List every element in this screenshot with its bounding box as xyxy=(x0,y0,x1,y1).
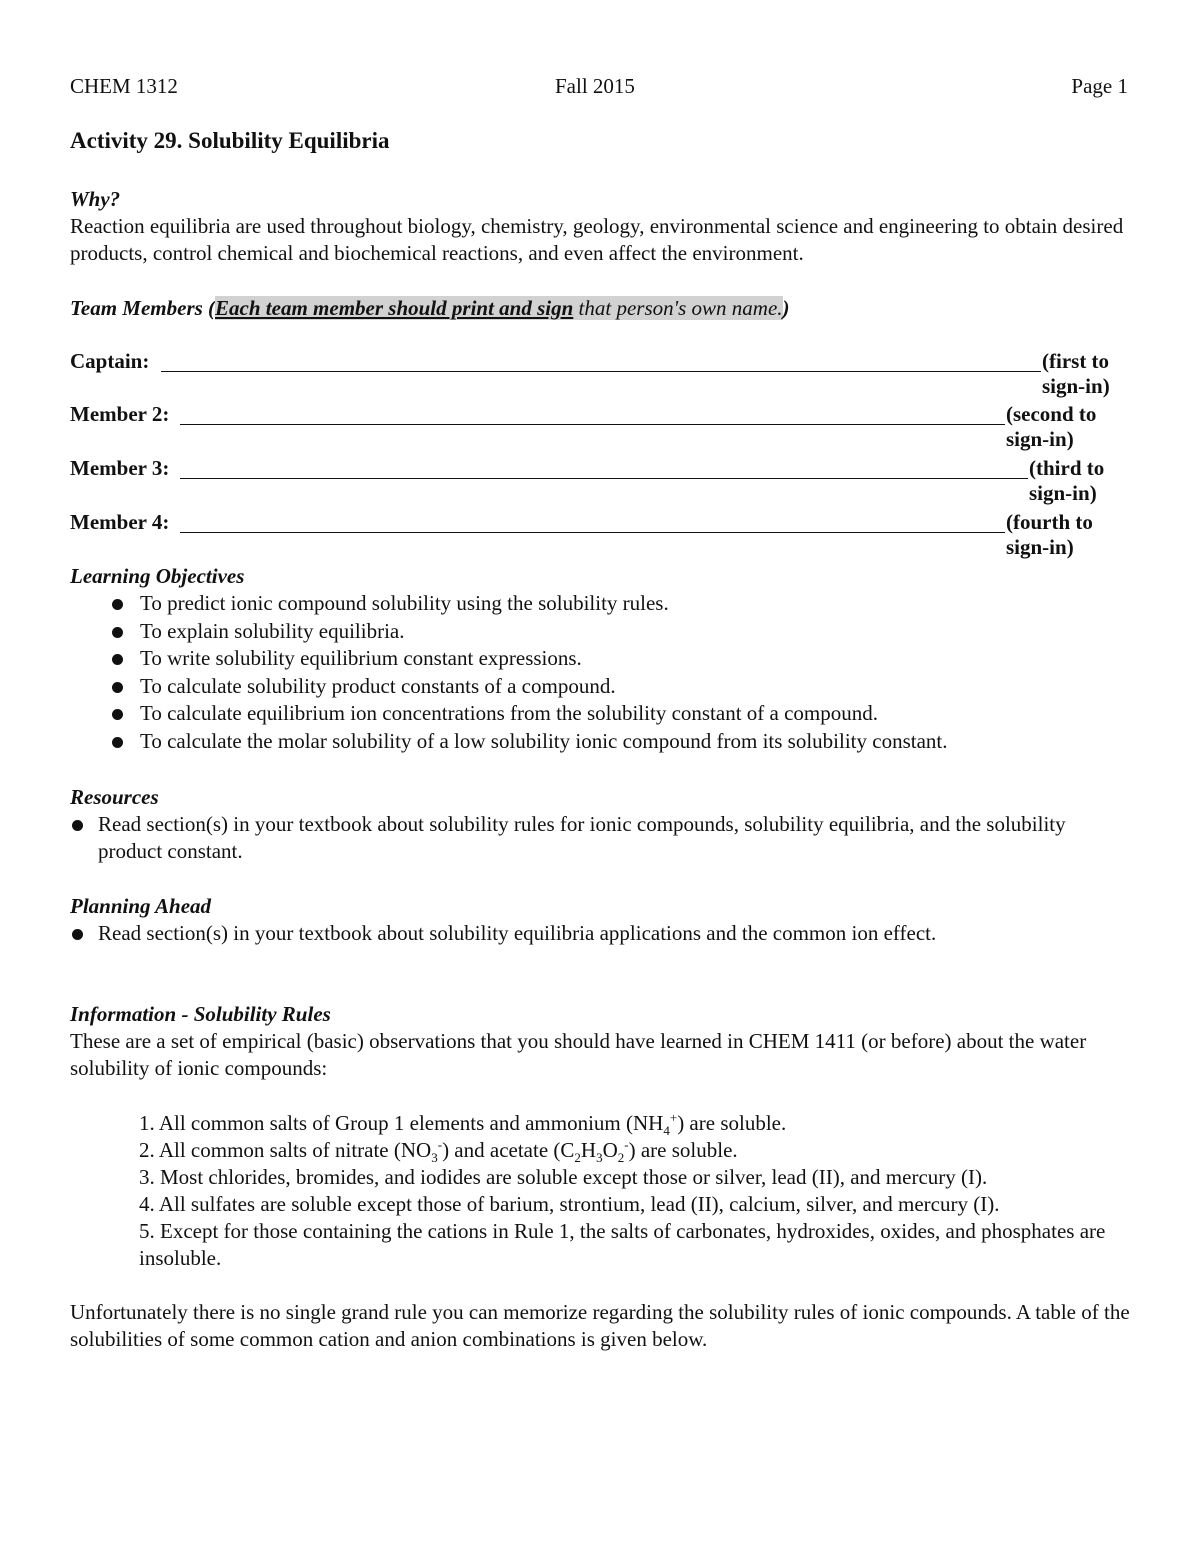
planning-section xyxy=(70,893,1130,947)
page-title: Activity 29. Solubility Equilibria xyxy=(70,128,390,153)
objectives-heading: Learning Objectives xyxy=(70,564,245,588)
solubility-rules-list xyxy=(139,1110,1130,1272)
objective-text: To write solubility equilibrium constant expressions. xyxy=(140,646,582,671)
list-item xyxy=(70,673,1130,701)
captain-note: (first to sign-in) xyxy=(1042,349,1110,398)
captain-label: Captain: xyxy=(70,349,150,373)
information-section xyxy=(70,1001,1130,1082)
list-item xyxy=(70,811,1130,865)
objective-text: To calculate the molar solubility of a low solubility ionic compound from its solubility constant. xyxy=(140,728,948,753)
captain-sign-row xyxy=(70,349,1130,398)
rule-text: ) are soluble. xyxy=(677,1111,787,1135)
rule-2 xyxy=(139,1137,1130,1164)
bullet-icon xyxy=(112,709,123,720)
why-text: Reaction equilibria are used throughout biology, chemistry, geology, environmental science and engineering to obtain desired products, control chemical and biochemical reactions, and even affect the environment. xyxy=(70,214,1124,265)
bullet-icon xyxy=(112,654,123,665)
member2-signature-line[interactable] xyxy=(180,424,1005,425)
list-item xyxy=(70,645,1130,673)
information-heading: Information - Solubility Rules xyxy=(70,1002,331,1026)
rule-5: 5. Except for those containing the cations in Rule 1, the salts of carbonates, hydroxides, oxides, and phosphates are insoluble. xyxy=(139,1219,1106,1270)
team-heading-label: Team Members ( xyxy=(70,296,216,320)
rule-text: ) are soluble. xyxy=(628,1138,738,1162)
objectives-list xyxy=(70,590,1130,756)
team-instruction-highlight xyxy=(215,296,782,320)
bullet-icon xyxy=(112,599,123,610)
member4-note: (fourth to sign-in) xyxy=(1006,510,1093,559)
member3-signature-line[interactable] xyxy=(180,478,1028,479)
objective-text: To explain solubility equilibria. xyxy=(140,618,405,643)
subscript: 2 xyxy=(617,1150,625,1166)
subscript: 3 xyxy=(596,1150,603,1166)
course-code: CHEM 1312 xyxy=(70,74,178,98)
team-heading-close: ) xyxy=(782,296,790,320)
rule-1 xyxy=(139,1110,1130,1137)
information-intro: These are a set of empirical (basic) observations that you should have learned in CHEM 1411 (or before) about the water solubility of ionic compounds: xyxy=(70,1029,1087,1080)
member2-note: (second to sign-in) xyxy=(1006,402,1097,451)
objective-text: To predict ionic compound solubility using the solubility rules. xyxy=(140,591,669,615)
team-instruction-bold: Each team member should print and sign xyxy=(215,296,574,320)
page-header xyxy=(70,74,1128,102)
resources-text: Read section(s) in your textbook about solubility rules for ionic compounds, solubility equilibria, and the solubility product constant. xyxy=(98,812,1066,863)
superscript: - xyxy=(624,1137,629,1152)
member3-sign-row xyxy=(70,456,1130,505)
why-section xyxy=(70,186,1130,267)
why-heading: Why? xyxy=(70,187,121,211)
member4-signature-line[interactable] xyxy=(180,532,1005,533)
resources-heading: Resources xyxy=(70,785,159,809)
team-instruction-rest: that person's own name. xyxy=(573,296,783,320)
bullet-icon xyxy=(112,627,123,638)
closing-paragraph: Unfortunately there is no single grand rule you can memorize regarding the solubility rules of ionic compounds. A table of the solubilities of some common cation and anion combinations is given below. xyxy=(70,1300,1130,1351)
list-item xyxy=(70,590,1130,618)
captain-signature-line[interactable] xyxy=(161,371,1041,372)
list-item xyxy=(70,920,1130,947)
rule-4: 4. All sulfates are soluble except those of barium, strontium, lead (II), calcium, silver, and mercury (I). xyxy=(139,1192,1000,1216)
subscript: 3 xyxy=(431,1150,438,1166)
member3-note: (third to sign-in) xyxy=(1029,456,1105,505)
bullet-icon xyxy=(72,820,83,831)
subscript: 4 xyxy=(663,1123,670,1139)
member4-label: Member 4: xyxy=(70,510,170,534)
rule-text: 2. All common salts of nitrate (NO xyxy=(139,1138,432,1162)
rule-text: ) and acetate (C xyxy=(442,1138,575,1162)
page-number: Page 1 xyxy=(1071,74,1128,98)
superscript: + xyxy=(669,1110,678,1125)
bullet-icon xyxy=(112,682,123,693)
rule-text: H xyxy=(580,1138,597,1162)
rule-text: 1. All common salts of Group 1 elements and ammonium (NH xyxy=(139,1111,664,1135)
resources-section xyxy=(70,784,1130,865)
planning-heading: Planning Ahead xyxy=(70,894,212,918)
subscript: 2 xyxy=(574,1150,581,1166)
bullet-icon xyxy=(112,737,123,748)
list-item xyxy=(70,728,1130,756)
superscript: - xyxy=(437,1137,443,1152)
list-item xyxy=(70,700,1130,728)
term: Fall 2015 xyxy=(555,74,635,98)
list-item xyxy=(70,618,1130,646)
team-heading xyxy=(70,295,1130,322)
objectives-section xyxy=(70,563,1130,756)
planning-text: Read section(s) in your textbook about solubility equilibria applications and the common ion effect. xyxy=(98,921,937,945)
member3-label: Member 3: xyxy=(70,456,170,480)
objective-text: To calculate solubility product constants of a compound. xyxy=(140,673,616,698)
member2-label: Member 2: xyxy=(70,402,170,426)
member2-sign-row xyxy=(70,402,1130,451)
rule-text: O xyxy=(602,1138,618,1162)
bullet-icon xyxy=(72,929,83,940)
objective-text: To calculate equilibrium ion concentrations from the solubility constant of a compound. xyxy=(140,701,879,726)
member4-sign-row xyxy=(70,510,1130,559)
rule-3: 3. Most chlorides, bromides, and iodides are soluble except those or silver, lead (II), and mercury (I). xyxy=(139,1165,988,1189)
